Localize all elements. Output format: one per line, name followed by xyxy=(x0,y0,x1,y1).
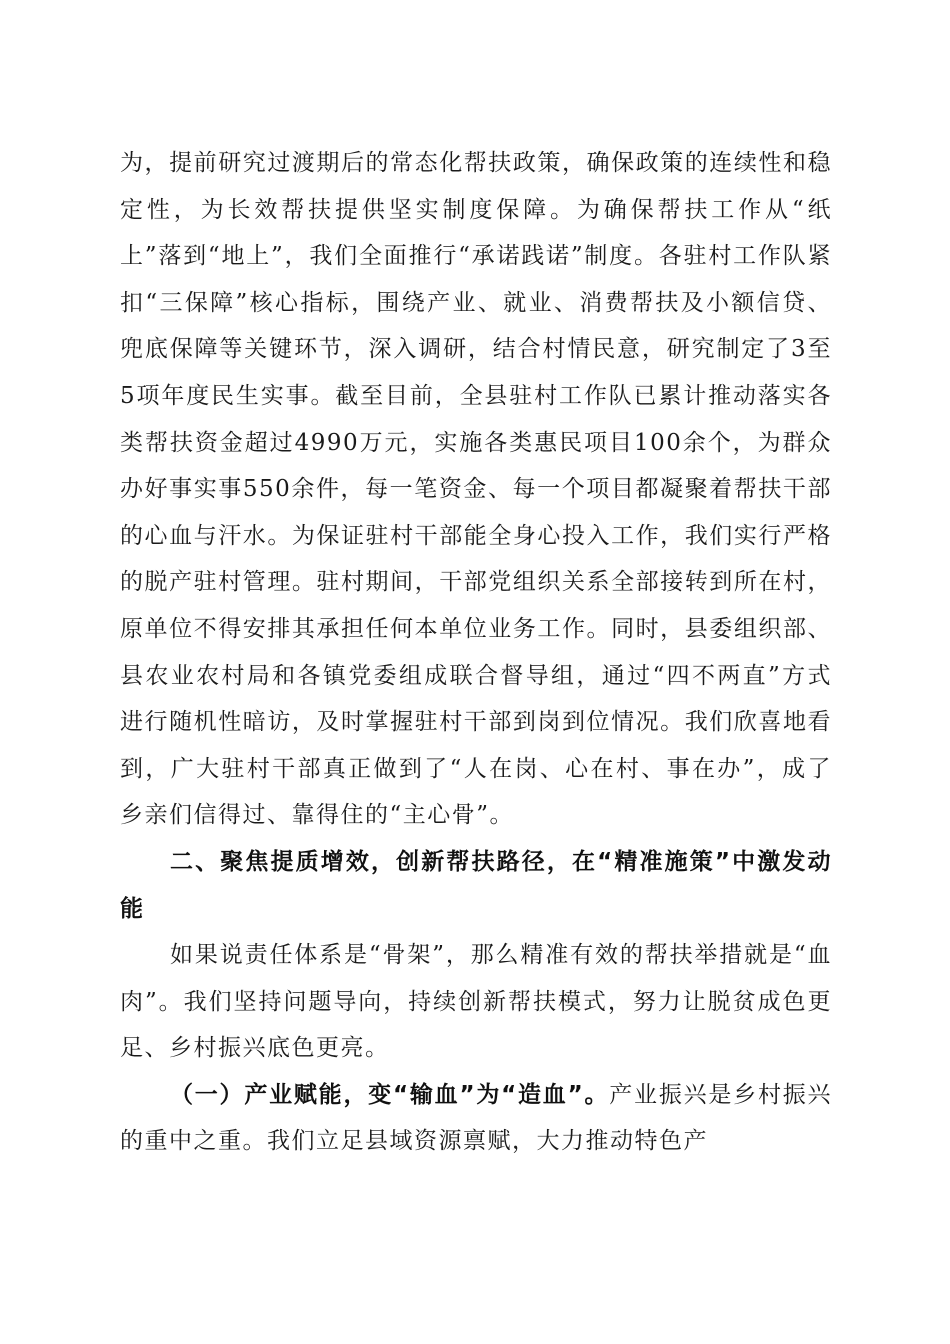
subsection-paragraph xyxy=(120,1072,832,1165)
subsection-heading: （一）产业赋能，变“输血”为“造血”。 xyxy=(170,1081,610,1108)
intro-paragraph: 如果说责任体系是“骨架”，那么精准有效的帮扶举措就是“血肉”。我们坚持问题导向，持续创新帮扶模式，努力让脱贫成色更足、乡村振兴底色更亮。 xyxy=(120,942,832,1062)
section-heading: 二、聚焦提质增效，创新帮扶路径，在“精准施策”中激发动能 xyxy=(120,848,832,922)
document-body xyxy=(120,140,832,1165)
continued-paragraph: 为，提前研究过渡期后的常态化帮扶政策，确保政策的连续性和稳定性，为长效帮扶提供坚实制度保障。为确保帮扶工作从“纸上”落到“地上”，我们全面推行“承诺践诺”制度。各驻村工作队紧扣“三保障”核心指标，围绕产业、就业、消费帮扶及小额信贷、兜底保障等关键环节，深入调研，结合村情民意，研究制定了3至5项年度民生实事。截至目前，全县驻村工作队已累计推动落实各类帮扶资金超过4990万元，实施各类惠民项目100余个，为群众办好事实事550余件，每一笔资金、每一个项目都凝聚着帮扶干部的心血与汗水。为保证驻村干部能全身心投入工作，我们实行严格的脱产驻村管理。驻村期间，干部党组织关系全部接转到所在村，原单位不得安排其承担任何本单位业务工作。同时，县委组织部、县农业农村局和各镇党委组成联合督导组，通过“四不两直”方式进行随机性暗访，及时掌握驻村干部到岗到位情况。我们欣喜地看到，广大驻村干部真正做到了“人在岗、心在村、事在办”，成了乡亲们信得过、靠得住的“主心骨”。 xyxy=(120,150,832,829)
subsection-text: 产业振兴是乡村振兴的重中之重。我们立足县域资源禀赋，大力推动特色产 xyxy=(120,1081,832,1155)
